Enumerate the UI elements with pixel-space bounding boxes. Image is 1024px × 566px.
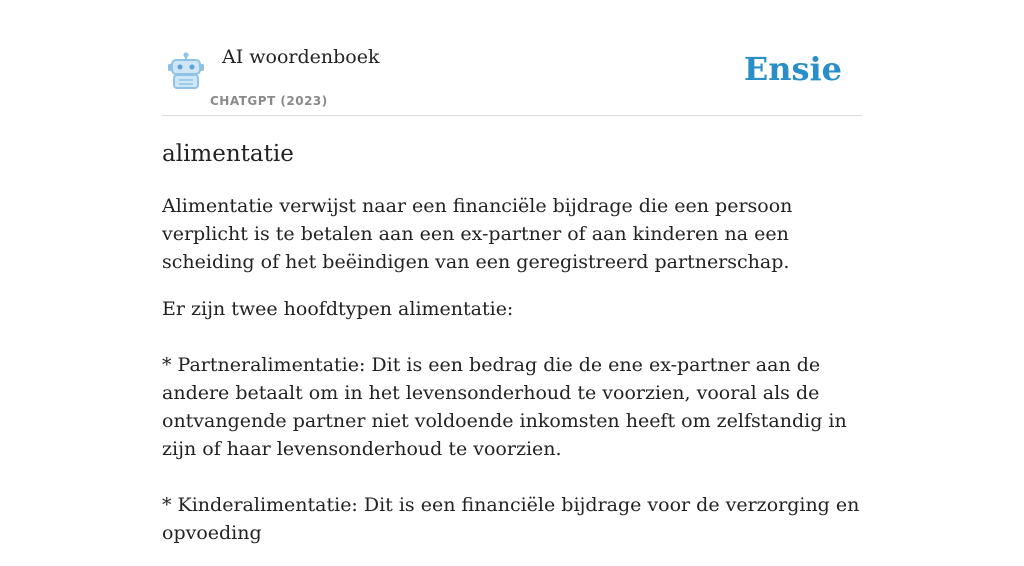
definition-paragraph: Alimentatie verwijst naar een financiële bijdrage die een persoon verplicht is te betalen aan een ex-partner of aan kinderen na een scheiding of het beëindigen van een geregistreerd partnerschap. xyxy=(162,195,793,273)
robot-icon xyxy=(166,52,206,90)
dictionary-title: AI woordenboek xyxy=(222,46,380,68)
definition-paragraph: Er zijn twee hoofdtypen alimentatie: xyxy=(162,298,514,320)
definition-paragraph: * Partneralimentatie: Dit is een bedrag die de ene ex-partner aan de andere betaalt om in het levensonderhoud te voorzien, vooral als de ontvangende partner niet voldoende inkomsten heeft om zelfstandig in zijn of haar levensonderhoud te voorzien. xyxy=(162,354,847,460)
header xyxy=(162,40,862,116)
definition-paragraph: * Kinderalimentatie: Dit is een financiële bijdrage voor de verzorging en opvoeding xyxy=(162,494,860,544)
entry-content xyxy=(162,138,866,566)
ensie-logo-link[interactable]: Ensie xyxy=(743,50,842,88)
entry-term: alimentatie xyxy=(162,141,294,167)
source-label: CHATGPT (2023) xyxy=(210,94,328,108)
